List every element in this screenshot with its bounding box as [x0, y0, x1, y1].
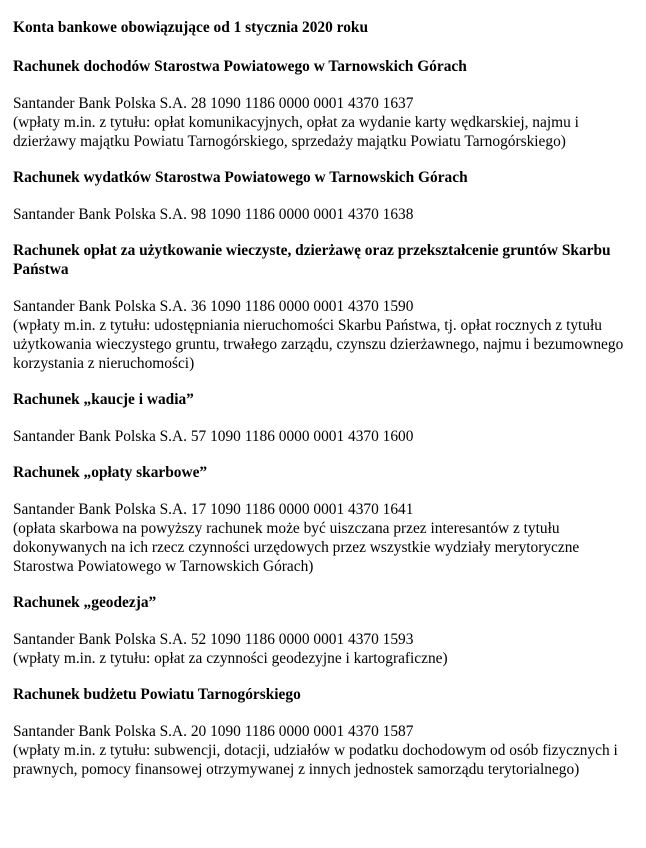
section-heading: Rachunek dochodów Starostwa Powiatowego w Tarnowskich Górach	[13, 58, 467, 75]
bank-account-number: Santander Bank Polska S.A. 20 1090 1186 0000 0001 4370 1587	[13, 723, 414, 740]
account-section-expenses	[13, 168, 633, 224]
section-heading: Rachunek budżetu Powiatu Tarnogórskiego	[13, 686, 301, 703]
bank-account-number: Santander Bank Polska S.A. 57 1090 1186 0000 0001 4370 1600	[13, 428, 414, 445]
section-heading: Rachunek „geodezja”	[13, 594, 157, 611]
bank-account-number: Santander Bank Polska S.A. 28 1090 1186 0000 0001 4370 1637	[13, 95, 414, 112]
section-heading: Rachunek „opłaty skarbowe”	[13, 464, 208, 481]
account-note: (opłata skarbowa na powyższy rachunek może być uiszczana przez interesantów z tytułu dokonywanych na ich rzecz czynności urzędowych przez wszystkie wydziały merytoryczne Starostwa Powiatowego w Tarnowskich Górach)	[13, 520, 580, 575]
account-section-stamp-duty	[13, 463, 633, 576]
bank-account-number: Santander Bank Polska S.A. 17 1090 1186 0000 0001 4370 1641	[13, 501, 414, 518]
bank-account-number: Santander Bank Polska S.A. 36 1090 1186 0000 0001 4370 1590	[13, 298, 414, 315]
account-section-budget	[13, 685, 633, 779]
bank-account-number: Santander Bank Polska S.A. 52 1090 1186 0000 0001 4370 1593	[13, 631, 414, 648]
section-heading: Rachunek opłat za użytkowanie wieczyste, dzierżawę oraz przekształcenie gruntów Skarbu Państwa	[13, 242, 611, 278]
account-section-income	[13, 57, 633, 151]
section-heading: Rachunek wydatków Starostwa Powiatowego w Tarnowskich Górach	[13, 169, 468, 186]
account-note: (wpłaty m.in. z tytułu: opłat za czynności geodezyjne i kartograficzne)	[13, 650, 448, 667]
account-section-deposits	[13, 390, 633, 446]
bank-account-number: Santander Bank Polska S.A. 98 1090 1186 0000 0001 4370 1638	[13, 206, 414, 223]
account-note: (wpłaty m.in. z tytułu: opłat komunikacyjnych, opłat za wydanie karty wędkarskiej, najmu i dzierżawy majątku Powiatu Tarnogórskiego, sprzedaży majątku Powiatu Tarnogórskiego)	[13, 114, 579, 150]
account-section-geodesy	[13, 593, 633, 668]
account-section-land-fees	[13, 241, 633, 373]
section-heading: Rachunek „kaucje i wadia”	[13, 391, 194, 408]
document-title: Konta bankowe obowiązujące od 1 stycznia 2020 roku	[13, 19, 369, 36]
account-note: (wpłaty m.in. z tytułu: subwencji, dotacji, udziałów w podatku dochodowym od osób fizycznych i prawnych, pomocy finansowej otrzymywanej z innych jednostek samorządu terytorialnego)	[13, 742, 618, 778]
account-note: (wpłaty m.in. z tytułu: udostępniania nieruchomości Skarbu Państwa, tj. opłat rocznych z tytułu użytkowania wieczystego gruntu, trwałego zarządu, czynszu dzierżawnego, najmu i bezumownego korzystania z nieruchomości)	[13, 317, 624, 372]
